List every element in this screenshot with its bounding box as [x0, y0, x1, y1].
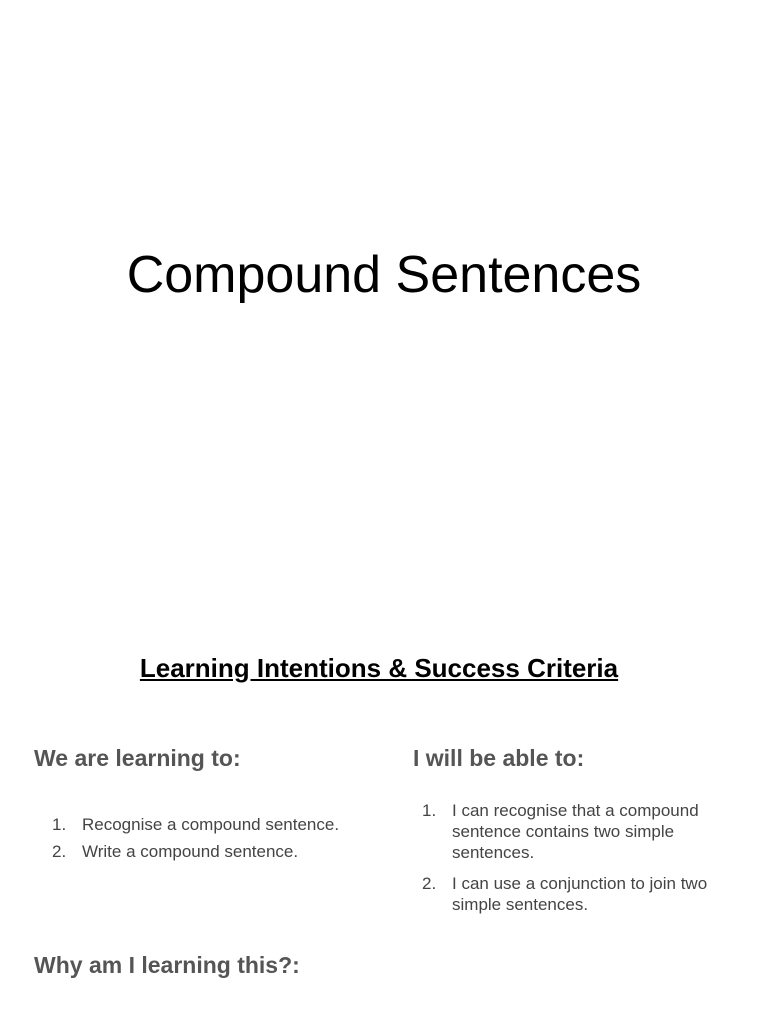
- page-title: Compound Sentences: [126, 246, 642, 304]
- list-item: [422, 873, 752, 915]
- list-number: 2.: [52, 841, 67, 861]
- list-item: [52, 812, 352, 839]
- list-item-text: I can use a conjunction to join two simple sentences.: [452, 874, 708, 914]
- list-number: 1.: [52, 815, 67, 834]
- list-item: [52, 839, 352, 866]
- why-heading: Why am I learning this?:: [34, 952, 300, 978]
- list-number: 1.: [422, 801, 437, 820]
- list-item: [422, 800, 752, 863]
- learning-heading: We are learning to:: [34, 745, 241, 771]
- list-item-text: Recognise a compound sentence.: [82, 815, 340, 834]
- learning-list: [52, 812, 352, 865]
- list-item-text: Write a compound sentence.: [82, 841, 299, 861]
- success-list: [422, 800, 752, 925]
- list-item-text: I can recognise that a compound sentence contains two simple sentences.: [452, 801, 699, 862]
- list-number: 2.: [422, 874, 437, 893]
- section-heading: Learning Intentions & Success Criteria: [139, 653, 619, 683]
- success-heading: I will be able to:: [413, 745, 585, 771]
